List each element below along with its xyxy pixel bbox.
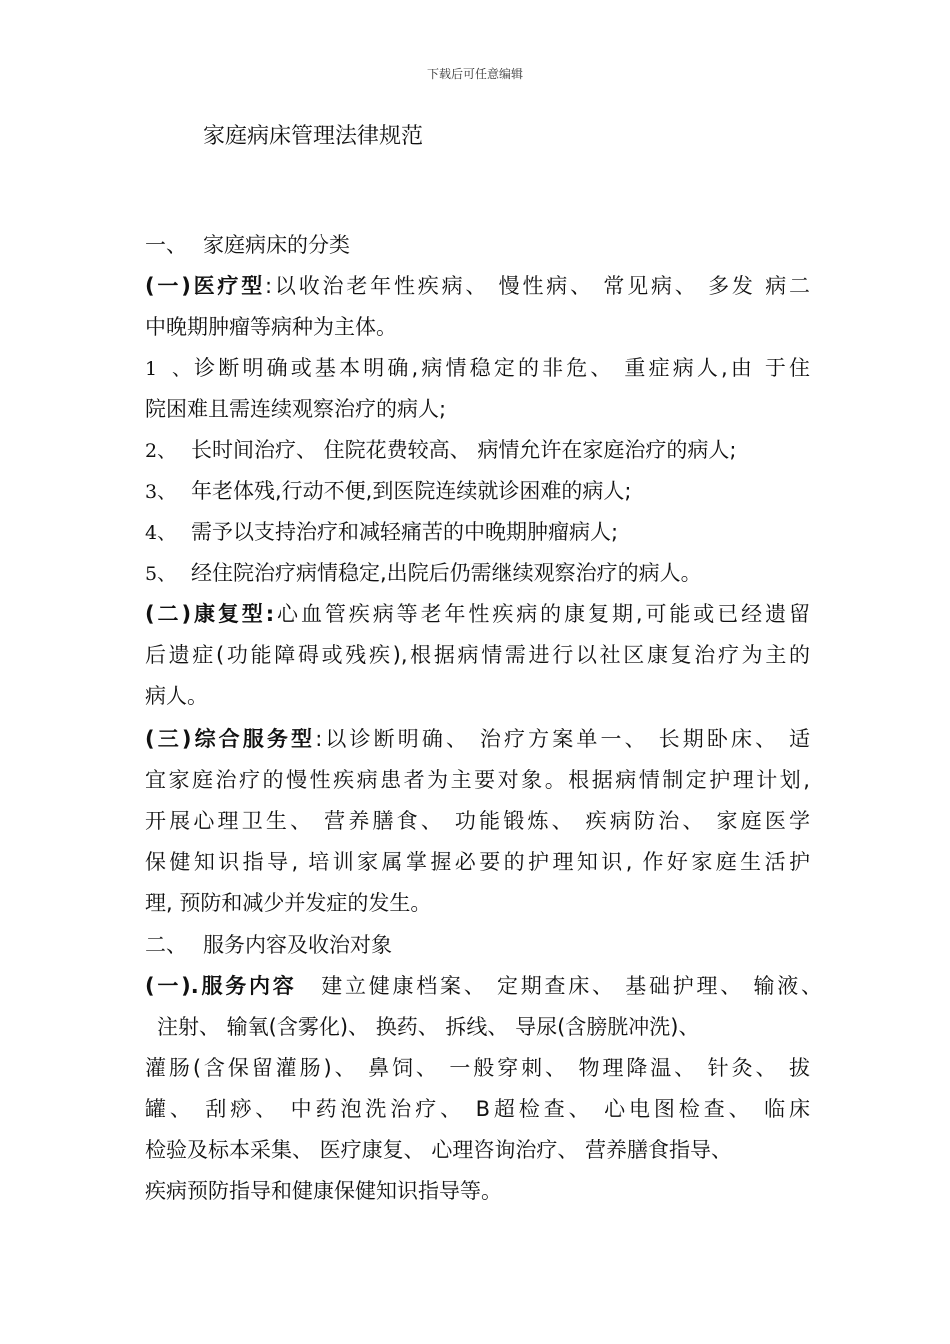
type-3-text-1: :以诊断明确、 治疗方案单一、 长期卧床、 适 — [315, 727, 810, 751]
service-content-line-3: 灌肠(含保留灌肠)、 鼻饲、 一般穿刺、 物理降温、 针灸、 拔 — [145, 1056, 810, 1080]
item-1-text: 诊断明确或基本明确,病情稳定的非危、 重症病人,由 于住 — [191, 356, 810, 380]
item-4-number: 4、 — [145, 522, 177, 544]
item-3 — [145, 474, 810, 509]
type-3-line-3: 开展心理卫生、 营养膳食、 功能锻炼、 疾病防治、 家庭医学 — [145, 809, 810, 833]
service-content-line-1 — [145, 969, 822, 1003]
service-content-label: (一).服务内容 — [145, 974, 297, 998]
item-3-text: 年老体残,行动不便,到医院连续就诊困难的病人; — [191, 479, 632, 503]
item-4 — [145, 515, 810, 550]
type-2-line-3: 病人。 — [145, 684, 208, 708]
service-content-line-6: 疾病预防指导和健康保健知识指导等。 — [145, 1179, 502, 1203]
type-2-text-1: 心血管疾病等老年性疾病的康复期,可能或已经遗留 — [274, 602, 810, 626]
item-5 — [145, 556, 810, 591]
service-content-line-5: 检验及标本采集、 医疗康复、 心理咨询治疗、 营养膳食指导、 — [145, 1138, 733, 1162]
type-1-line-2: 中晚期肿瘤等病种为主体。 — [145, 315, 397, 339]
item-4-text: 需予以支持治疗和减轻痛苦的中晚期肿瘤病人; — [191, 520, 619, 544]
type-3-line-1 — [145, 722, 810, 756]
item-5-number: 5、 — [145, 563, 177, 585]
item-2-text: 长时间治疗、 住院花费较高、 病情允许在家庭治疗的病人; — [191, 438, 737, 462]
type-1-line-1 — [145, 269, 810, 303]
service-content-line-2: 注射、 输氧(含雾化)、 换药、 拆线、 导尿(含膀胱冲洗)、 — [157, 1015, 700, 1039]
document-title: 家庭病床管理法律规范 — [203, 124, 424, 149]
type-2-label: (二)康复型: — [145, 602, 275, 626]
type-3-line-2: 宜家庭治疗的慢性疾病患者为主要对象。根据病情制定护理计划, — [145, 768, 810, 792]
type-3-label: (三)综合服务型 — [145, 727, 316, 751]
service-content-text-1: 建立健康档案、 定期查床、 基础护理、 输液、 — [318, 974, 822, 998]
type-3-line-5: 理, 预防和减少并发症的发生。 — [145, 891, 432, 915]
section-1-number: 一、 — [145, 233, 187, 257]
item-2-number: 2、 — [145, 440, 177, 462]
item-1-line-1 — [145, 351, 810, 386]
service-content-line-4: 罐、 刮痧、 中药泡洗治疗、 B超检查、 心电图检查、 临床 — [145, 1097, 810, 1121]
type-3-line-4: 保健知识指导, 培训家属掌握必要的护理知识, 作好家庭生活护 — [145, 850, 810, 874]
type-2-line-2: 后遗症(功能障碍或残疾),根据病情需进行以社区康复治疗为主的 — [145, 643, 810, 667]
item-2 — [145, 433, 810, 468]
section-1-title: 家庭病床的分类 — [203, 233, 350, 257]
section-2-heading — [145, 928, 810, 962]
type-2-line-1 — [145, 597, 810, 631]
section-2-number: 二、 — [145, 933, 187, 957]
type-1-text-1: :以收治老年性疾病、 慢性病、 常见病、 多发 病二 — [265, 274, 810, 298]
page-header: 下载后可任意编辑 — [426, 67, 523, 81]
item-1-number: 1、 — [145, 358, 191, 380]
section-1-heading — [145, 228, 810, 262]
type-1-label: (一)医疗型 — [145, 274, 266, 298]
section-2-title: 服务内容及收治对象 — [203, 933, 392, 957]
item-3-number: 3、 — [145, 481, 177, 503]
item-1-line-2: 院困难且需连续观察治疗的病人; — [145, 397, 447, 421]
item-5-text: 经住院治疗病情稳定,出院后仍需继续观察治疗的病人。 — [191, 561, 702, 585]
